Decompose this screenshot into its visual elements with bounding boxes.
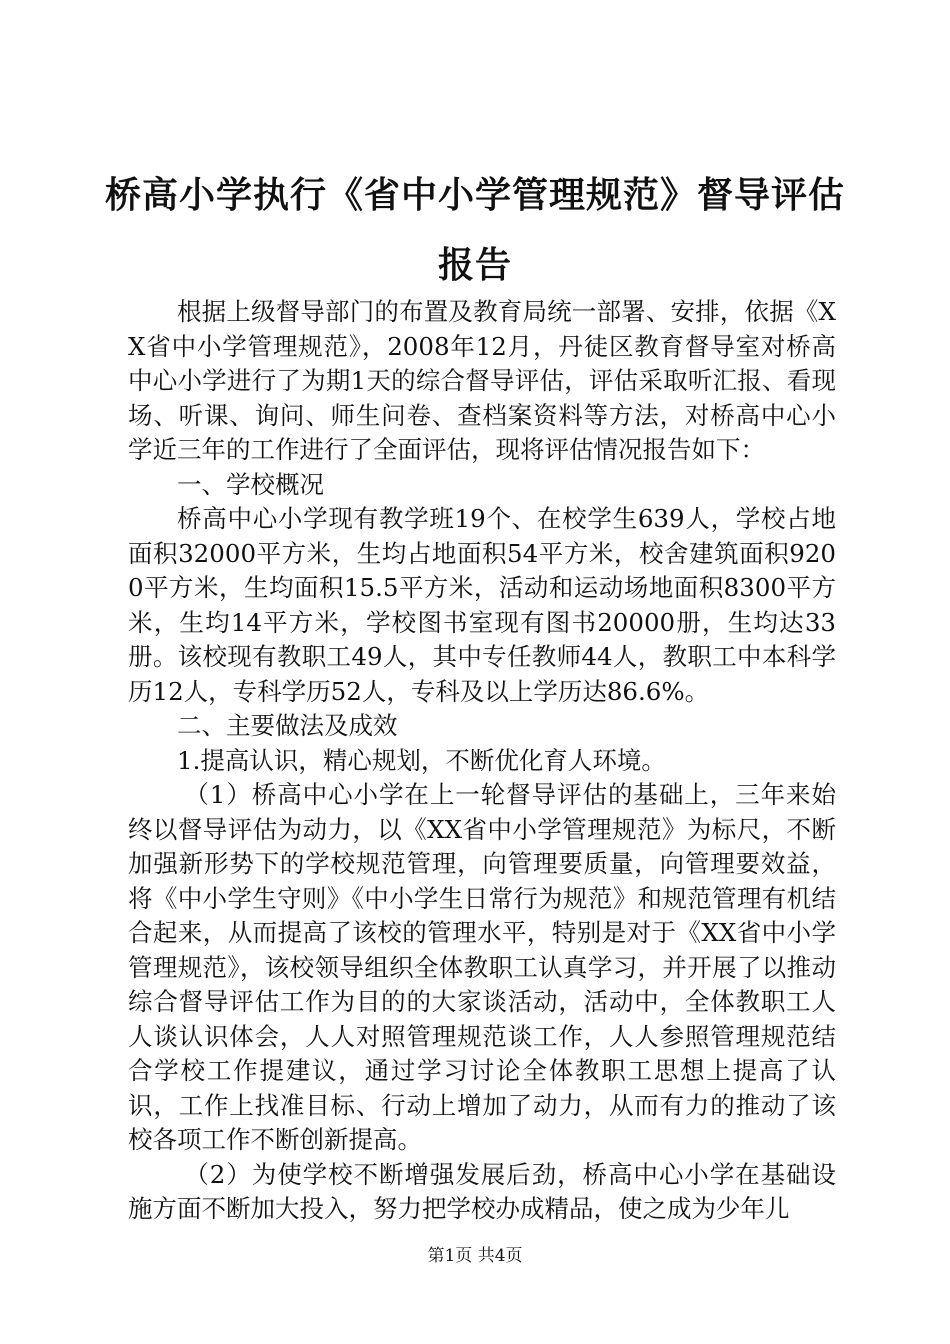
section-heading-school-overview: 一、学校概况 [177, 469, 324, 499]
document-title: 桥高小学执行《省中小学管理规范》督导评估报告 [104, 174, 845, 286]
practice-paragraph-2: （2）为使学校不断增强发展后劲，桥高中心小学在基础设施方面不断加大投入，努力把学校办成精品，使之成为少年儿 [128, 1159, 836, 1223]
school-overview-paragraph: 桥高中心小学现有教学班19个、在校学生639人，学校占地面积32000平方米，生均占地面积54平方米，校舍建筑面积9200平方米，生均面积15.5平方米，活动和运动场地面积8300平方米，生均14平方米，学校图书室现有图书20000册，生均达33册。该校现有教职工49人，其中专任教师44人，教职工中本科学历12人，专科学历52人，专科及以上学历达86.6%。 [128, 504, 836, 706]
document-body [128, 295, 836, 1227]
intro-paragraph: 根据上级督导部门的布置及教育局统一部署、安排，依据《XX省中小学管理规范》，2008年12月，丹徒区教育督导室对桥高中心小学进行了为期1天的综合督导评估，评估采取听汇报、看现场、听课、询问、师生问卷、查档案资料等方法，对桥高中心小学近三年的工作进行了全面评估，现将评估情况报告如下： [128, 297, 836, 464]
subsection-heading-1: 1.提高认识，精心规划，不断优化育人环境。 [177, 745, 666, 775]
section-heading-main-practices: 二、主要做法及成效 [177, 711, 398, 740]
page-footer: 第1页 共4页 [427, 1246, 523, 1266]
practice-paragraph-1: （1）桥高中心小学在上一轮督导评估的基础上，三年来始终以督导评估为动力，以《XX省中小学管理规范》为标尺，不断加强新形势下的学校规范管理，向管理要质量，向管理要效益，将《中小学生守则》《中小学生日常行为规范》和规范管理有机结合起来，从而提高了该校的管理水平，特别是对于《XX省中小学管理规范》，该校领导组织全体教职工认真学习，并开展了以推动综合督导评估工作为目的的大家谈活动，活动中，全体教职工人人谈认识体会，人人对照管理规范谈工作，人人参照管理规范结合学校工作提建议，通过学习讨论全体教职工思想上提高了认识，工作上找准目标、行动上增加了动力，从而有力的推动了该校各项工作不断创新提高。 [128, 780, 836, 1154]
